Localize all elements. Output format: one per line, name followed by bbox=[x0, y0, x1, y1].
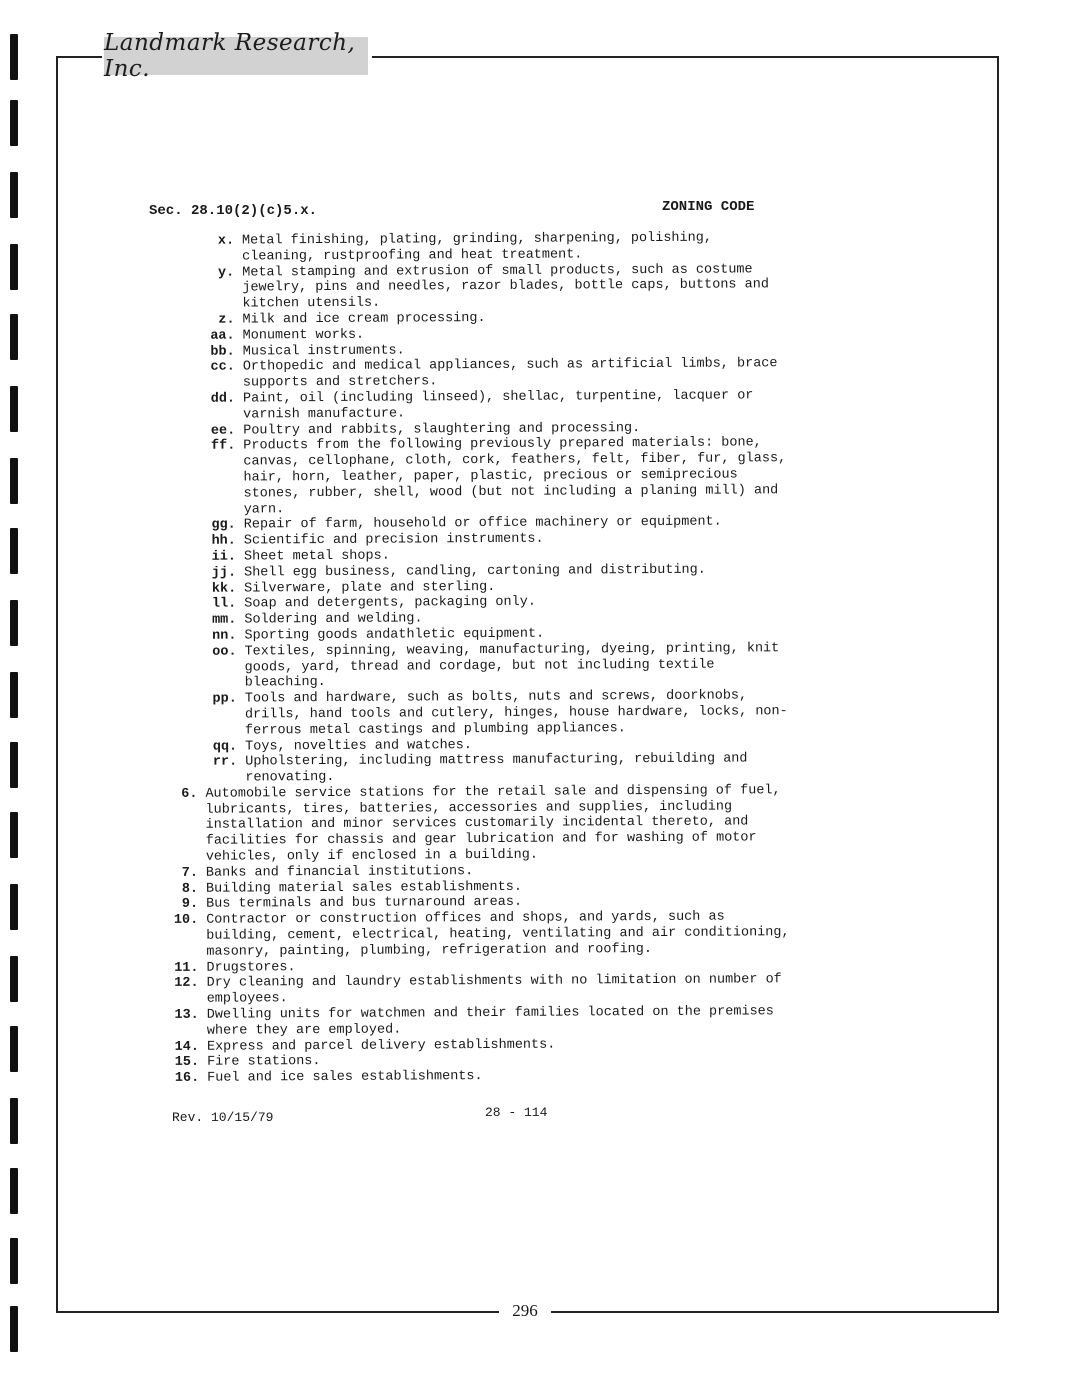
item-label: ff. bbox=[210, 438, 236, 455]
frame-border bbox=[551, 1311, 999, 1313]
item-label: 14. bbox=[174, 1039, 200, 1055]
item-label: 11. bbox=[174, 960, 199, 976]
item-text: Repair of farm, household or office machinery or equipment. bbox=[243, 514, 722, 533]
frame-border bbox=[56, 1311, 499, 1313]
item-label: mm. bbox=[212, 612, 237, 628]
item-text: Fire stations. bbox=[207, 1054, 321, 1071]
item-text: Tools and hardware, such as bolts, nuts and screws, doorknobs, drills, hand tools and cutlery, hinges, house hardware, locks, non-ferrous metal castings and plumbing appliances. bbox=[244, 688, 788, 739]
list-item bbox=[160, 262, 790, 313]
binder-mark bbox=[10, 600, 18, 646]
item-label: x. bbox=[217, 233, 235, 249]
item-text: Soldering and welding. bbox=[244, 611, 423, 628]
item-label: bb. bbox=[210, 344, 235, 360]
item-label: gg. bbox=[211, 517, 236, 534]
revision-date: Rev. 10/15/79 bbox=[172, 1110, 274, 1125]
item-text: Musical instruments. bbox=[242, 343, 405, 360]
item-text: Dwelling units for watchmen and their families located on the premises where they are employed. bbox=[206, 1004, 774, 1039]
list-item bbox=[160, 230, 790, 265]
item-text: Textiles, spinning, weaving, manufacturing, dyeing, printing, knit goods, yard, thread and cordage, but not including textile bleaching. bbox=[244, 640, 780, 691]
item-label: ii. bbox=[211, 549, 237, 565]
list-item bbox=[164, 909, 794, 960]
item-text: Fuel and ice sales establishments. bbox=[207, 1069, 483, 1086]
item-label: 7. bbox=[181, 865, 198, 881]
list-item bbox=[163, 751, 793, 786]
binder-mark bbox=[10, 34, 18, 80]
item-label: ee. bbox=[210, 423, 236, 439]
item-label: oo. bbox=[212, 644, 237, 660]
item-text: Sporting goods andathletic equipment. bbox=[244, 626, 545, 644]
binder-mark bbox=[10, 528, 18, 574]
item-text: Contractor or construction offices and shops, and yards, such as building, cement, electrical, heating, ventilating and air conditioning, masonry, painting, plumbing, refrigeration and roofing. bbox=[206, 909, 790, 960]
item-text: Sheet metal shops. bbox=[243, 548, 390, 565]
item-text: Paint, oil (including linseed), shellac, turpentine, lacquer or varnish manufacture. bbox=[242, 388, 754, 423]
list-item bbox=[165, 1067, 795, 1087]
item-text: Building material sales establishments. bbox=[205, 879, 522, 897]
list-item bbox=[161, 357, 791, 392]
binder-mark bbox=[10, 812, 18, 858]
code-title: ZONING CODE bbox=[662, 199, 755, 215]
binder-mark bbox=[10, 672, 18, 718]
item-text: Automobile service stations for the retail sale and dispensing of fuel, lubricants, tires, batteries, accessories and supplies, including installation and minor services customarily incidental thereto, and facilities for chassis and gear lubrication and for washing of motor vehicles, only if enclosed in a building. bbox=[205, 783, 781, 865]
binder-mark bbox=[10, 458, 18, 504]
list-item bbox=[163, 641, 793, 692]
item-label: rr. bbox=[212, 754, 238, 770]
item-label: 6. bbox=[181, 786, 198, 802]
binder-mark bbox=[10, 244, 18, 290]
section-reference: Sec. 28.10(2)(c)5.x. bbox=[149, 203, 318, 219]
item-label: 9. bbox=[181, 897, 199, 913]
list-item bbox=[163, 783, 793, 866]
item-label: 10. bbox=[173, 913, 199, 929]
item-text: Poultry and rabbits, slaughtering and processing. bbox=[243, 420, 641, 439]
letterhead-logo bbox=[104, 30, 368, 82]
item-label: ll. bbox=[211, 596, 237, 613]
list-item bbox=[163, 688, 793, 739]
company-name: Landmark Research, Inc. bbox=[104, 30, 356, 82]
page-reference: 28 - 114 bbox=[485, 1105, 548, 1120]
item-text: Toys, novelties and watches. bbox=[245, 737, 473, 754]
binder-mark bbox=[10, 1306, 18, 1352]
item-label: cc. bbox=[210, 359, 235, 376]
item-text: Express and parcel delivery establishments. bbox=[206, 1037, 556, 1055]
item-text: Bus terminals and bus turnaround areas. bbox=[206, 895, 523, 913]
item-label: 12. bbox=[174, 976, 199, 992]
item-label: 16. bbox=[174, 1071, 200, 1087]
binder-mark bbox=[10, 314, 18, 360]
item-text: Silverware, plate and sterling. bbox=[244, 579, 496, 597]
item-text: Metal stamping and extrusion of small products, such as costume jewelry, pins and needles, razor blades, bottle caps, buttons and kitchen utensils. bbox=[242, 261, 769, 312]
item-label: 8. bbox=[181, 881, 199, 897]
frame-border bbox=[372, 56, 998, 58]
list-item bbox=[165, 1004, 795, 1039]
item-text: Shell egg business, candling, cartoning and distributing. bbox=[244, 562, 706, 581]
page-number: 296 bbox=[512, 1301, 538, 1320]
item-label: y. bbox=[217, 265, 235, 281]
item-text: Banks and financial institutions. bbox=[205, 863, 474, 881]
frame-border bbox=[997, 56, 999, 1312]
item-text: Dry cleaning and laundry establishments with no limitation on number of employees. bbox=[206, 972, 782, 1007]
binder-mark bbox=[10, 100, 18, 146]
item-label: z. bbox=[218, 312, 235, 328]
binder-mark bbox=[10, 884, 18, 930]
binder-mark bbox=[10, 1168, 18, 1214]
item-label: aa. bbox=[210, 328, 235, 344]
binder-mark bbox=[10, 1026, 18, 1072]
item-text: Soap and detergents, packaging only. bbox=[244, 595, 536, 612]
binder-mark bbox=[10, 1098, 18, 1144]
item-label: 15. bbox=[174, 1055, 200, 1071]
item-text: Products from the following previously prepared materials: bone, canvas, cellophane, cloth, cork, feathers, felt, fiber, fur, glass, hair, horn, leather, paper, plastic, precious or semiprecious stones, rubber, shell, wood (but not including a planing mill) and yarn. bbox=[243, 435, 787, 518]
binder-mark bbox=[10, 1238, 18, 1284]
binder-mark bbox=[10, 172, 18, 218]
binder-mark bbox=[10, 742, 18, 788]
binder-mark bbox=[10, 386, 18, 432]
ordinance-list bbox=[160, 230, 795, 1087]
item-text: Scientific and precision instruments. bbox=[243, 531, 544, 549]
item-label: 13. bbox=[174, 1007, 199, 1023]
item-text: Upholstering, including mattress manufacturing, rebuilding and renovating. bbox=[245, 751, 748, 786]
item-label: hh. bbox=[211, 533, 236, 549]
item-text: Milk and ice cream processing. bbox=[242, 310, 486, 328]
item-text: Drugstores. bbox=[206, 959, 296, 976]
list-item bbox=[161, 436, 791, 519]
item-label: jj. bbox=[211, 565, 237, 581]
frame-border bbox=[56, 56, 58, 1312]
list-item bbox=[161, 388, 791, 423]
binder-mark bbox=[10, 956, 18, 1002]
frame-border bbox=[56, 56, 102, 58]
item-label: dd. bbox=[210, 391, 236, 407]
item-text: Monument works. bbox=[242, 327, 365, 344]
list-item bbox=[165, 973, 795, 1008]
item-label: kk. bbox=[211, 581, 237, 597]
item-text: Metal finishing, plating, grinding, sharpening, polishing, cleaning, rustproofing and heat treatment. bbox=[241, 230, 712, 265]
item-label: pp. bbox=[212, 691, 237, 707]
item-text: Orthopedic and medical appliances, such as artificial limbs, brace supports and stretchers. bbox=[242, 356, 778, 391]
item-label: qq. bbox=[212, 739, 238, 755]
item-label: nn. bbox=[212, 628, 237, 644]
